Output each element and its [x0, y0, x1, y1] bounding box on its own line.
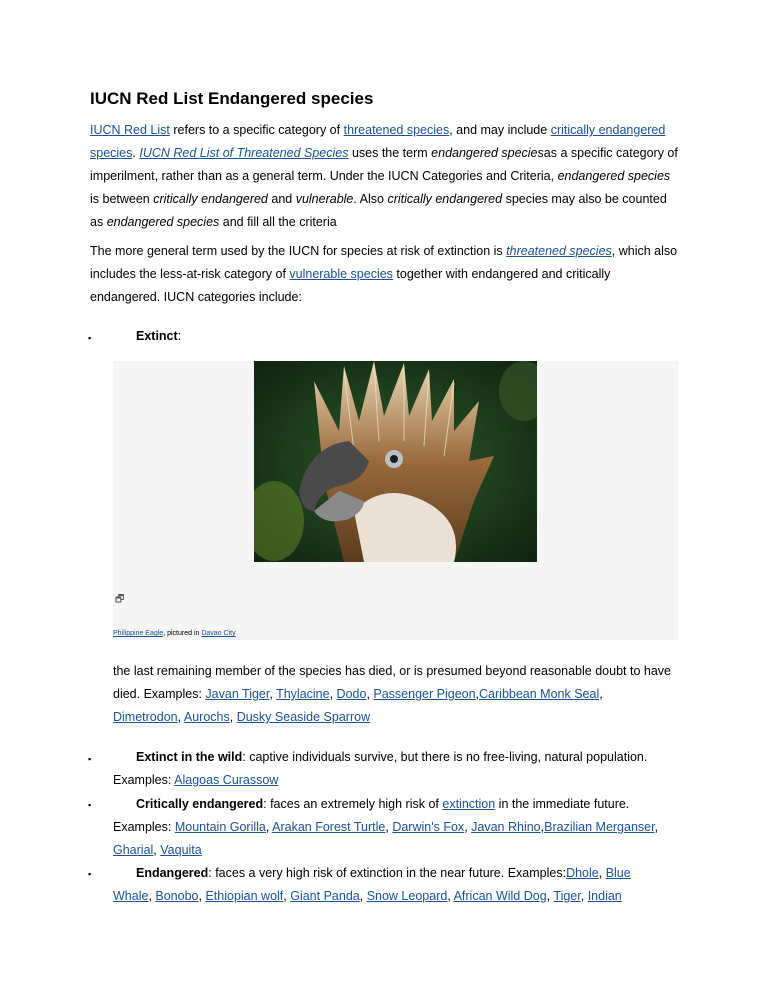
- item-extinct-heading: [136, 329, 181, 343]
- link-example[interactable]: Gharial: [113, 843, 154, 857]
- link-example[interactable]: Dusky Seaside Sparrow: [236, 710, 371, 724]
- text: , and may include: [449, 123, 551, 137]
- link-example[interactable]: Passenger Pigeon: [373, 687, 476, 701]
- eagle-photo: [254, 361, 537, 562]
- caption-text: , pictured in: [163, 630, 202, 637]
- emphasis: endangered species: [557, 169, 671, 183]
- item-extinct-in-wild: [113, 746, 673, 792]
- text: the last remaining member of the species has died, or is presumed beyond reasonable doubt to have died. Examples:: [113, 664, 671, 701]
- emphasis: endangered species: [106, 215, 220, 229]
- text: . Also: [353, 192, 388, 206]
- link-example[interactable]: Tiger: [553, 889, 581, 903]
- intro-paragraph: [90, 119, 680, 234]
- image-placeholder-icon: 🗗: [115, 594, 125, 605]
- link-example[interactable]: Giant Panda: [290, 889, 360, 903]
- link-example[interactable]: Javan Rhino: [471, 820, 541, 834]
- text: and fill all the criteria: [219, 215, 337, 229]
- emphasis: critically endangered: [153, 192, 268, 206]
- link-davao-city[interactable]: Davao City: [201, 630, 236, 637]
- link-threatened-species-2[interactable]: threatened species: [506, 244, 612, 258]
- emphasis: vulnerable: [295, 192, 354, 206]
- text: uses the term: [348, 146, 432, 160]
- extinct-description: the last remaining member of the species has died, or is presumed beyond reasonable doubt to have died. Examples: Javan Tiger, Thylacine, Dodo, Passenger Pigeon,Caribbean Monk Seal, Dimetrodon, Aurochs, Dusky Seaside Sparrow: [113, 664, 671, 724]
- link-example[interactable]: African Wild Dog: [453, 889, 547, 903]
- link-example[interactable]: Snow Leopard: [366, 889, 448, 903]
- eagle-image: [254, 361, 537, 562]
- link-example[interactable]: Vaquita: [160, 843, 202, 857]
- link-example[interactable]: Dhole: [566, 866, 599, 880]
- link-example[interactable]: Ethiopian wolf: [205, 889, 284, 903]
- link-critically-endangered-species[interactable]: critically endangered species: [90, 123, 666, 160]
- text: .: [132, 146, 140, 160]
- item-endangered: Endangered: faces a very high risk of extinction in the near future. Examples:Dhole, Blue Whale, Bonobo, Ethiopian wolf, Giant Panda, Snow Leopard, African Wild Dog, Tiger, Indian: [113, 866, 631, 903]
- link-example[interactable]: Dimetrodon: [113, 710, 178, 724]
- text: refers to a specific category of: [169, 123, 344, 137]
- text: : faces an extremely high risk of: [263, 797, 443, 811]
- link-extinction[interactable]: extinction: [442, 797, 496, 811]
- label: Endangered: [136, 866, 209, 880]
- link-example[interactable]: Caribbean Monk Seal: [479, 687, 600, 701]
- link-threatened-species[interactable]: threatened species: [343, 123, 450, 137]
- text: : faces a very high risk of extinction in the near future. Examples:: [208, 866, 567, 880]
- text: The more general term used by the IUCN for species at risk of extinction is: [90, 244, 507, 258]
- text: species may also be counted as: [90, 192, 667, 229]
- text: in the immediate future.: [495, 797, 630, 811]
- link-example[interactable]: Mountain Gorilla: [174, 820, 266, 834]
- colon: :: [177, 329, 182, 343]
- label: Extinct in the wild: [136, 750, 243, 764]
- general-term-paragraph: [90, 240, 680, 309]
- link-example[interactable]: Bonobo: [155, 889, 199, 903]
- label: Critically endangered: [136, 797, 264, 811]
- emphasis: endangered species: [431, 146, 544, 160]
- link-example[interactable]: Thylacine: [276, 687, 330, 701]
- link-example[interactable]: Arakan Forest Turtle: [272, 820, 386, 834]
- text: and: [267, 192, 296, 206]
- bullet-icon: ▪: [88, 800, 92, 810]
- link-example[interactable]: Aurochs: [183, 710, 230, 724]
- link-philippine-eagle[interactable]: Philippine Eagle: [113, 630, 164, 637]
- emphasis: critically endangered: [387, 192, 503, 206]
- bullet-icon: ▪: [88, 333, 92, 343]
- text: , which also includes the less-at-risk category of: [90, 244, 678, 281]
- link-example[interactable]: Dodo: [336, 687, 367, 701]
- text: Examples:: [113, 820, 175, 834]
- text: is between: [90, 192, 154, 206]
- page-title: IUCN Red List Endangered species: [90, 89, 374, 108]
- bullet-icon: ▪: [88, 754, 92, 764]
- link-example[interactable]: Alagoas Curassow: [174, 773, 279, 787]
- link-iucn-red-list-threatened[interactable]: IUCN Red List of Threatened Species: [139, 146, 349, 160]
- text: as a specific category of imperilment, rather than as a general term. Under the IUCN Categories and Criteria,: [90, 146, 678, 183]
- link-example[interactable]: Indian: [587, 889, 622, 903]
- link-example[interactable]: Darwin's Fox: [392, 820, 465, 834]
- text: Examples:: [113, 773, 175, 787]
- label: Extinct: [136, 329, 178, 343]
- text: together with endangered and critically endangered. IUCN categories include:: [90, 267, 611, 304]
- figure-caption: [113, 630, 236, 637]
- text: : captive individuals survive, but there is no free-living, natural population.: [242, 750, 648, 764]
- bullet-icon: ▪: [88, 869, 92, 879]
- figure-philippine-eagle: [113, 361, 678, 640]
- link-example[interactable]: Javan Tiger: [205, 687, 270, 701]
- link-example[interactable]: Brazilian Merganser: [544, 820, 655, 834]
- link-vulnerable-species[interactable]: vulnerable species: [289, 267, 393, 281]
- item-critically-endangered: Critically endangered: faces an extremely high risk of extinction in the immediate future. Examples: Mountain Gorilla, Arakan Forest Turtle, Darwin's Fox, Javan Rhino,Brazilian Merganser, Gharial, Vaquita: [113, 797, 659, 857]
- link-example[interactable]: Blue Whale: [113, 866, 631, 903]
- link-iucn-red-list[interactable]: IUCN Red List: [90, 123, 170, 137]
